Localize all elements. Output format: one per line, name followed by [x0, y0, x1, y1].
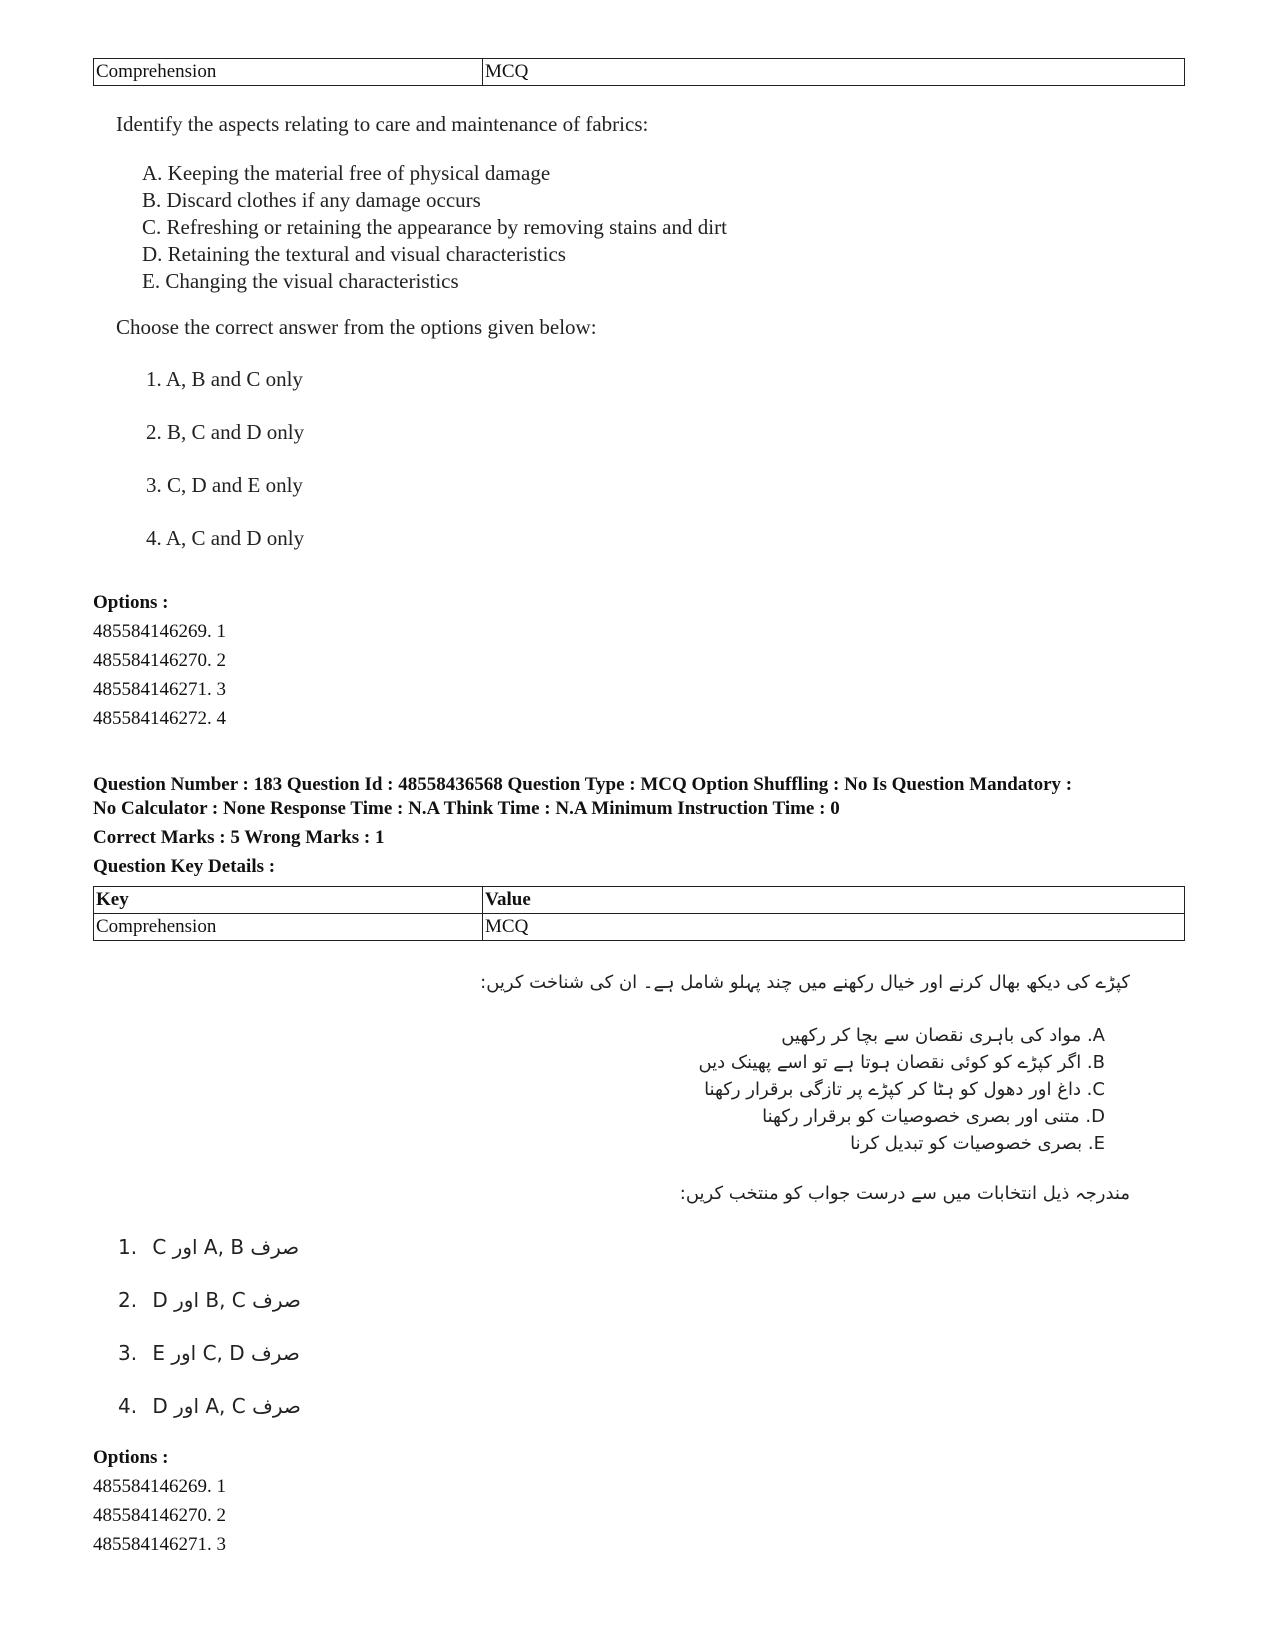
question-instruction: Choose the correct answer from the options given below: [116, 315, 597, 339]
choice-3: 3. C, D and E only [146, 473, 303, 497]
statement-b: B. Discard clothes if any damage occurs [142, 188, 481, 212]
table-cell-value: MCQ [483, 59, 1185, 86]
options-heading: Options : [93, 592, 169, 613]
question-meta-line2: No Calculator : None Response Time : N.A Think Time : N.A Minimum Instruction Time : 0 [93, 798, 840, 819]
table-cell-key: Comprehension [94, 59, 483, 86]
question-meta-line1: Question Number : 183 Question Id : 48558436568 Question Type : MCQ Option Shuffling : No Is Question Mandatory : [93, 774, 1073, 795]
question-stem-urdu: کپڑے کی دیکھ بھال کرنے اور خیال رکھنے میں چند پہلو شامل ہے۔ ان کی شناخت کریں: [480, 972, 1130, 993]
choice-number: 3. [118, 1341, 138, 1365]
question-stem: Identify the aspects relating to care and maintenance of fabrics: [116, 112, 649, 136]
option-item: 485584146269. 1 [93, 621, 226, 642]
table-header-key: Key [94, 887, 483, 914]
choice-4: 4. A, C and D only [146, 526, 305, 550]
statement-e-urdu: E. بصری خصوصیات کو تبدیل کرنا [850, 1133, 1105, 1154]
choice-3-urdu [118, 1341, 300, 1365]
choice-1-urdu [118, 1235, 299, 1259]
statement-e: E. Changing the visual characteristics [142, 269, 459, 293]
statement-a: A. Keeping the material free of physical damage [142, 161, 551, 185]
statement-d: D. Retaining the textural and visual characteristics [142, 242, 566, 266]
table-cell-key: Comprehension [94, 914, 483, 941]
question-key-table [93, 886, 1185, 941]
table-row [94, 59, 1185, 86]
options-heading: Options : [93, 1447, 169, 1468]
table-row [94, 914, 1185, 941]
choice-number: 4. [118, 1394, 138, 1418]
table-header-value: Value [483, 887, 1185, 914]
choice-1: 1. A, B and C only [146, 367, 303, 391]
choice-2: 2. B, C and D only [146, 420, 305, 444]
statement-a-urdu: A. مواد کی باہری نقصان سے بچا کر رکھیں [781, 1025, 1105, 1046]
question-marks: Correct Marks : 5 Wrong Marks : 1 [93, 827, 385, 848]
choice-text: صرف A, C اور D [152, 1394, 301, 1418]
option-item: 485584146271. 3 [93, 1534, 226, 1555]
table-cell-value: MCQ [483, 914, 1185, 941]
choice-text: صرف C, D اور E [152, 1341, 300, 1365]
statement-d-urdu: D. متنی اور بصری خصوصیات کو برقرار رکھنا [762, 1106, 1105, 1127]
choice-4-urdu [118, 1394, 301, 1418]
choice-number: 2. [118, 1288, 138, 1312]
statement-c: C. Refreshing or retaining the appearance by removing stains and dirt [142, 215, 727, 239]
choice-2-urdu [118, 1288, 301, 1312]
question-key-details-heading: Question Key Details : [93, 856, 276, 877]
option-item: 485584146271. 3 [93, 679, 226, 700]
choice-text: صرف B, C اور D [152, 1288, 301, 1312]
option-item: 485584146272. 4 [93, 708, 226, 729]
statement-c-urdu: C. داغ اور دھول کو ہٹا کر کپڑے پر تازگی برقرار رکھنا [704, 1079, 1105, 1100]
table-header-row [94, 887, 1185, 914]
options-list [93, 588, 226, 733]
option-item: 485584146270. 2 [93, 1505, 226, 1526]
option-item: 485584146269. 1 [93, 1476, 226, 1497]
question-meta [93, 773, 1072, 821]
choice-text: صرف A, B اور C [152, 1235, 300, 1259]
option-item: 485584146270. 2 [93, 650, 226, 671]
choice-number: 1. [118, 1235, 138, 1259]
question-key-table-top [93, 58, 1185, 86]
options-list [93, 1443, 226, 1559]
question-instruction-urdu: مندرجہ ذیل انتخابات میں سے درست جواب کو منتخب کریں: [679, 1183, 1130, 1204]
statement-b-urdu: B. اگر کپڑے کو کوئی نقصان ہوتا ہے تو اسے پھینک دیں [698, 1052, 1105, 1073]
